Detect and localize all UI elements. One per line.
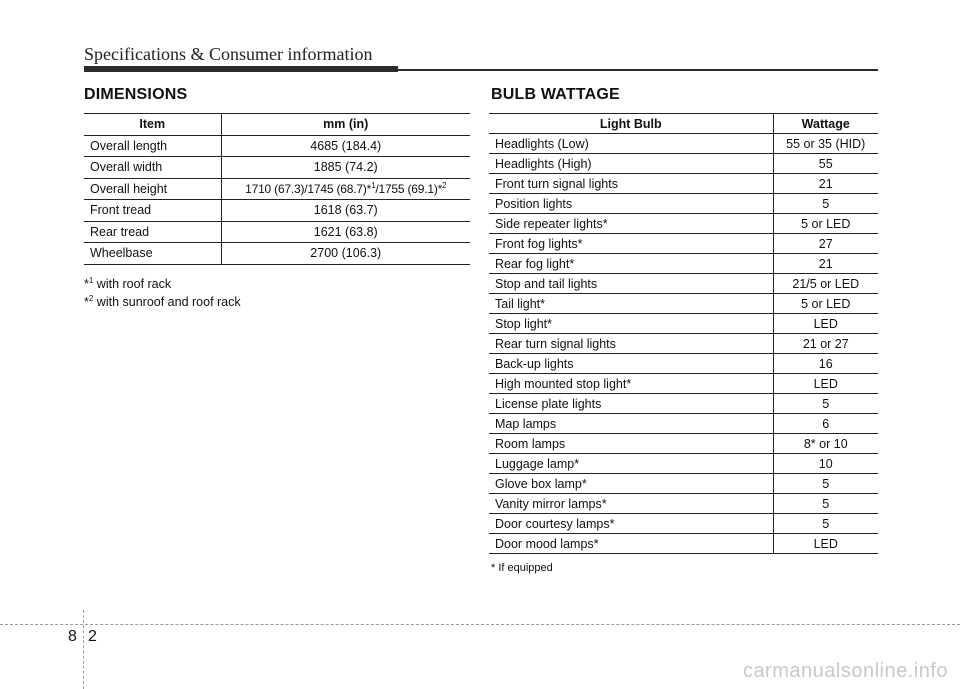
chapter-number: 8 — [68, 628, 77, 645]
page-footer-rule — [0, 624, 960, 625]
table-row — [489, 334, 878, 354]
bulb-name: Door courtesy lamps* — [489, 514, 773, 534]
table-row — [84, 135, 470, 157]
bulb-wattage: 21 — [773, 254, 878, 274]
bulb-wattage: 55 or 35 (HID) — [773, 134, 878, 154]
bulb-wattage: 5 or LED — [773, 294, 878, 314]
dimension-item: Overall length — [84, 135, 221, 157]
footnote-sunroof — [84, 295, 241, 309]
table-row — [489, 494, 878, 514]
table-row — [489, 534, 878, 554]
header-rule-thin — [398, 69, 878, 71]
table-row — [489, 474, 878, 494]
footnote-marker: 1 — [371, 180, 376, 190]
bulb-wattage: LED — [773, 314, 878, 334]
footnote-mark: * — [84, 295, 89, 309]
bulb-wattage: 5 — [773, 514, 878, 534]
table-header-row — [84, 114, 470, 136]
bulb-wattage: 55 — [773, 154, 878, 174]
table-row — [489, 434, 878, 454]
dimension-item: Rear tread — [84, 221, 221, 243]
table-row — [489, 194, 878, 214]
height-value-a: 1710 (67.3)/1745 (68.7)* — [245, 181, 372, 196]
table-row — [489, 294, 878, 314]
bulb-wattage: 5 — [773, 194, 878, 214]
dimension-value: 4685 (184.4) — [221, 135, 470, 157]
height-value-b: /1755 (69.1)* — [375, 181, 443, 196]
footnote-marker: 2 — [442, 180, 447, 190]
bulb-wattage-heading: BULB WATTAGE — [491, 86, 620, 103]
bulb-name: Vanity mirror lamps* — [489, 494, 773, 514]
table-row — [84, 200, 470, 222]
table-row — [489, 214, 878, 234]
dimension-item: Overall width — [84, 157, 221, 179]
footnote-number: 1 — [88, 275, 94, 285]
bulb-wattage: 5 — [773, 494, 878, 514]
bulb-name: Room lamps — [489, 434, 773, 454]
watermark-logo: carmanualsonline.info — [742, 660, 948, 682]
table-row — [489, 314, 878, 334]
bulb-name: Stop light* — [489, 314, 773, 334]
table-row — [489, 274, 878, 294]
bulb-name: Front fog lights* — [489, 234, 773, 254]
bulb-name: Stop and tail lights — [489, 274, 773, 294]
dimension-value: 1618 (63.7) — [221, 200, 470, 222]
bulb-wattage: 10 — [773, 454, 878, 474]
bulb-wattage: 5 — [773, 474, 878, 494]
if-equipped-note: * If equipped — [491, 562, 553, 574]
footnote-number: 2 — [88, 293, 94, 303]
bulb-name: Front turn signal lights — [489, 174, 773, 194]
bulb-wattage: 21 — [773, 174, 878, 194]
bulb-name: Map lamps — [489, 414, 773, 434]
bulb-name: Headlights (High) — [489, 154, 773, 174]
table-row — [489, 374, 878, 394]
bulb-wattage: 21/5 or LED — [773, 274, 878, 294]
bulb-name: Back-up lights — [489, 354, 773, 374]
bulb-name: Glove box lamp* — [489, 474, 773, 494]
bulb-wattage: LED — [773, 374, 878, 394]
bulb-wattage: 16 — [773, 354, 878, 374]
bulb-wattage: 5 — [773, 394, 878, 414]
dimension-item: Front tread — [84, 200, 221, 222]
footnote-text: with roof rack — [93, 277, 172, 291]
page-number: 2 — [88, 628, 97, 645]
footnote-text: with sunroof and roof rack — [93, 295, 241, 309]
table-row — [489, 234, 878, 254]
bulb-wattage: 21 or 27 — [773, 334, 878, 354]
table-row — [489, 514, 878, 534]
table-row — [489, 134, 878, 154]
header-rule-thick — [84, 66, 398, 72]
dimension-item: Wheelbase — [84, 243, 221, 265]
table-row — [489, 414, 878, 434]
bulb-wattage: 6 — [773, 414, 878, 434]
bulb-wattage: 5 or LED — [773, 214, 878, 234]
table-row — [489, 254, 878, 274]
dimensions-heading: DIMENSIONS — [84, 86, 188, 103]
column-header-light-bulb: Light Bulb — [489, 114, 773, 134]
page-footer-divider — [83, 610, 84, 689]
dimension-value: 1621 (63.8) — [221, 221, 470, 243]
bulb-wattage: LED — [773, 534, 878, 554]
bulb-name: Door mood lamps* — [489, 534, 773, 554]
dimension-value: 1885 (74.2) — [221, 157, 470, 179]
table-row — [489, 354, 878, 374]
dimensions-table — [84, 113, 470, 265]
table-row — [489, 454, 878, 474]
dimension-value — [221, 178, 470, 200]
bulb-wattage-table — [489, 113, 878, 554]
bulb-name: Headlights (Low) — [489, 134, 773, 154]
bulb-name: Rear turn signal lights — [489, 334, 773, 354]
bulb-wattage: 8* or 10 — [773, 434, 878, 454]
bulb-name: License plate lights — [489, 394, 773, 414]
bulb-name: High mounted stop light* — [489, 374, 773, 394]
footnote-roof-rack — [84, 277, 171, 291]
bulb-name: Rear fog light* — [489, 254, 773, 274]
table-row — [489, 174, 878, 194]
table-row — [489, 394, 878, 414]
table-row — [489, 154, 878, 174]
table-header-row — [489, 114, 878, 134]
bulb-name: Position lights — [489, 194, 773, 214]
bulb-wattage: 27 — [773, 234, 878, 254]
table-row — [84, 221, 470, 243]
column-header-mm: mm (in) — [221, 114, 470, 136]
page-header-title: Specifications & Consumer information — [84, 44, 373, 64]
bulb-name: Tail light* — [489, 294, 773, 314]
column-header-wattage: Wattage — [773, 114, 878, 134]
table-row — [84, 157, 470, 179]
dimension-value: 2700 (106.3) — [221, 243, 470, 265]
bulb-name: Luggage lamp* — [489, 454, 773, 474]
table-row — [84, 243, 470, 265]
table-row — [84, 178, 470, 200]
footnote-mark: * — [84, 277, 89, 291]
column-header-item: Item — [84, 114, 221, 136]
dimension-item: Overall height — [84, 178, 221, 200]
bulb-name: Side repeater lights* — [489, 214, 773, 234]
